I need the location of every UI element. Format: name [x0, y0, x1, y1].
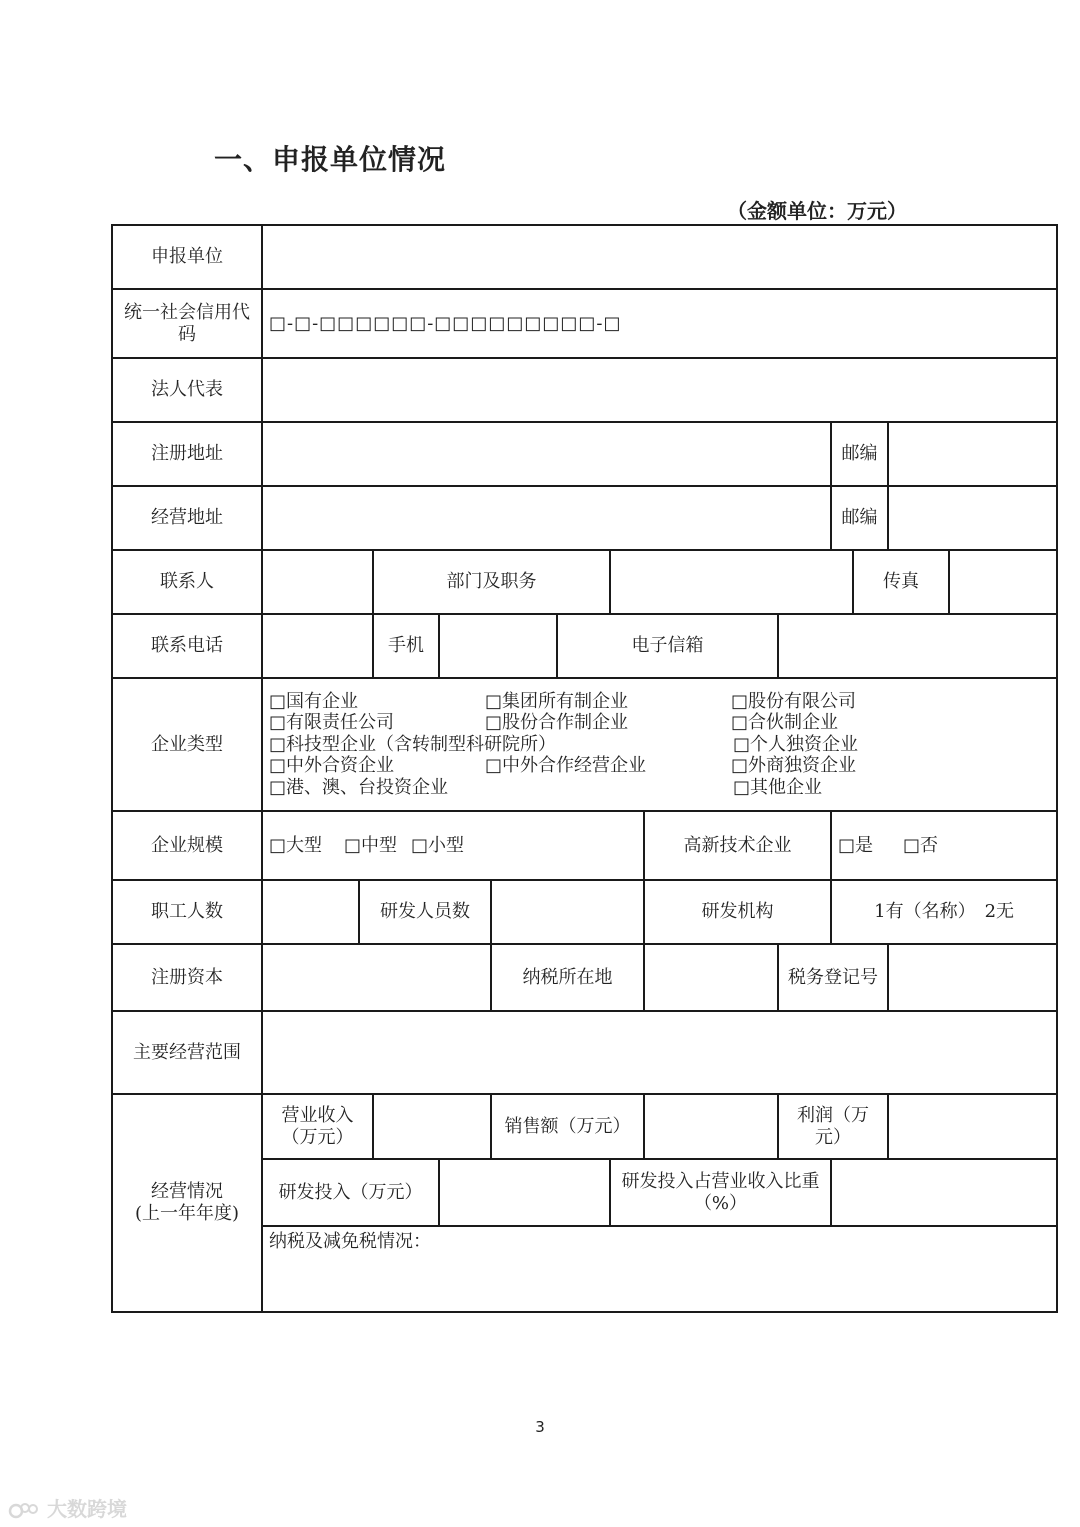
mobile-input[interactable] [439, 614, 557, 678]
scope-label: 主要经营范围 [112, 1011, 262, 1094]
type-option-hk-macao-taiwan[interactable]: □港、澳、台投资企业 [269, 776, 449, 798]
credit-code-input[interactable]: □-□-□□□□□□-□□□□□□□□□-□ [262, 289, 1057, 358]
revenue-label: 营业收入（万元） [262, 1094, 373, 1159]
biz-postcode-label: 邮编 [831, 486, 888, 550]
row-credit-code [112, 289, 1057, 358]
scale-option-medium[interactable]: □中型 [344, 834, 398, 856]
row-enterprise-type [112, 678, 1057, 811]
tax-location-label: 纳税所在地 [491, 944, 644, 1011]
legal-rep-input[interactable] [262, 358, 1057, 422]
phone-input[interactable] [262, 614, 373, 678]
scope-input[interactable] [262, 1011, 1057, 1094]
row-staff [112, 880, 1057, 944]
watermark-text: 大数跨境 [46, 1497, 127, 1521]
rd-org-label: 研发机构 [644, 880, 831, 944]
dept-input[interactable] [610, 550, 853, 614]
operations-label-main: 经营情况 [151, 1181, 223, 1202]
type-option-state-owned[interactable]: □国有企业 [269, 690, 359, 712]
staff-label: 职工人数 [112, 880, 262, 944]
enterprise-type-options [262, 678, 1057, 811]
sales-label: 销售额（万元） [491, 1094, 644, 1159]
contact-input[interactable] [262, 550, 373, 614]
profit-input[interactable] [888, 1094, 1057, 1159]
sales-input[interactable] [644, 1094, 778, 1159]
rd-staff-input[interactable] [491, 880, 644, 944]
row-phone [112, 614, 1057, 678]
type-option-sino-foreign-jv[interactable]: □中外合资企业 [269, 755, 395, 777]
row-legal-rep [112, 358, 1057, 422]
tax-reg-label: 税务登记号 [778, 944, 888, 1011]
biz-address-label: 经营地址 [112, 486, 262, 550]
section-title: 一、申报单位情况 [214, 143, 447, 176]
applicant-info-table [111, 224, 1058, 1313]
rd-staff-label: 研发人员数 [359, 880, 491, 944]
biz-postcode-input[interactable] [888, 486, 1057, 550]
revenue-input[interactable] [373, 1094, 491, 1159]
type-option-foreign-owned[interactable]: □外商独资企业 [731, 755, 857, 777]
reg-postcode-label: 邮编 [831, 422, 888, 486]
email-input[interactable] [778, 614, 1057, 678]
tax-reg-input[interactable] [888, 944, 1057, 1011]
row-applicant [112, 225, 1057, 289]
scale-option-large[interactable]: □大型 [269, 834, 323, 856]
rd-ratio-label: 研发投入占营业收入比重（%） [610, 1159, 831, 1226]
rd-ratio-value[interactable] [831, 1159, 1057, 1226]
type-option-limited-liability[interactable]: □有限责任公司 [269, 712, 395, 734]
tax-status-label: 纳税及减免税情况： [269, 1231, 431, 1252]
tax-status-field[interactable] [262, 1226, 1057, 1312]
phone-label: 联系电话 [112, 614, 262, 678]
hitech-option-no[interactable]: □否 [903, 834, 939, 856]
type-option-sole-proprietorship[interactable]: □个人独资企业 [733, 733, 859, 755]
fax-label: 传真 [853, 550, 949, 614]
operations-label-year: (上一年年度) [134, 1203, 240, 1224]
row-scale [112, 811, 1057, 880]
type-option-partnership[interactable]: □合伙制企业 [731, 712, 839, 734]
contact-label: 联系人 [112, 550, 262, 614]
staff-input[interactable] [262, 880, 359, 944]
type-option-sino-foreign-coop[interactable]: □中外合作经营企业 [485, 755, 647, 777]
type-option-other[interactable]: □其他企业 [733, 776, 823, 798]
type-option-joint-stock[interactable]: □股份有限公司 [731, 690, 857, 712]
type-option-collective[interactable]: □集团所有制企业 [485, 690, 629, 712]
hitech-option-yes[interactable]: □是 [838, 834, 874, 856]
reg-capital-label: 注册资本 [112, 944, 262, 1011]
operations-label [112, 1094, 262, 1312]
tax-location-input[interactable] [644, 944, 778, 1011]
row-reg-address [112, 422, 1057, 486]
page-number: 3 [535, 1418, 545, 1436]
scale-options [262, 811, 644, 880]
reg-address-input[interactable] [262, 422, 831, 486]
scale-option-small[interactable]: □小型 [411, 834, 465, 856]
amount-unit-note: （金额单位：万元） [727, 199, 907, 223]
mobile-label: 手机 [373, 614, 439, 678]
watermark [8, 1493, 127, 1522]
row-biz-address [112, 486, 1057, 550]
row-reg-capital [112, 944, 1057, 1011]
scale-label: 企业规模 [112, 811, 262, 880]
type-option-stock-cooperative[interactable]: □股份合作制企业 [485, 712, 629, 734]
profit-label: 利润（万元） [778, 1094, 888, 1159]
rd-input-value[interactable] [439, 1159, 610, 1226]
enterprise-type-label: 企业类型 [112, 678, 262, 811]
row-scope [112, 1011, 1057, 1094]
fax-input[interactable] [949, 550, 1057, 614]
reg-capital-input[interactable] [262, 944, 491, 1011]
credit-code-label: 统一社会信用代码 [112, 289, 262, 358]
hitech-options [831, 811, 1057, 880]
row-contact [112, 550, 1057, 614]
watermark-logo-icon [8, 1501, 40, 1521]
rd-org-options[interactable]: 1有（名称） 2无 [831, 880, 1057, 944]
reg-postcode-input[interactable] [888, 422, 1057, 486]
dept-label: 部门及职务 [373, 550, 610, 614]
biz-address-input[interactable] [262, 486, 831, 550]
legal-rep-label: 法人代表 [112, 358, 262, 422]
email-label: 电子信箱 [557, 614, 778, 678]
type-option-tech[interactable]: □科技型企业（含转制型科研院所） [269, 733, 557, 755]
row-operations-1 [112, 1094, 1057, 1159]
hitech-label: 高新技术企业 [644, 811, 831, 880]
applicant-input[interactable] [262, 225, 1057, 289]
applicant-label: 申报单位 [112, 225, 262, 289]
reg-address-label: 注册地址 [112, 422, 262, 486]
rd-input-label: 研发投入（万元） [262, 1159, 439, 1226]
